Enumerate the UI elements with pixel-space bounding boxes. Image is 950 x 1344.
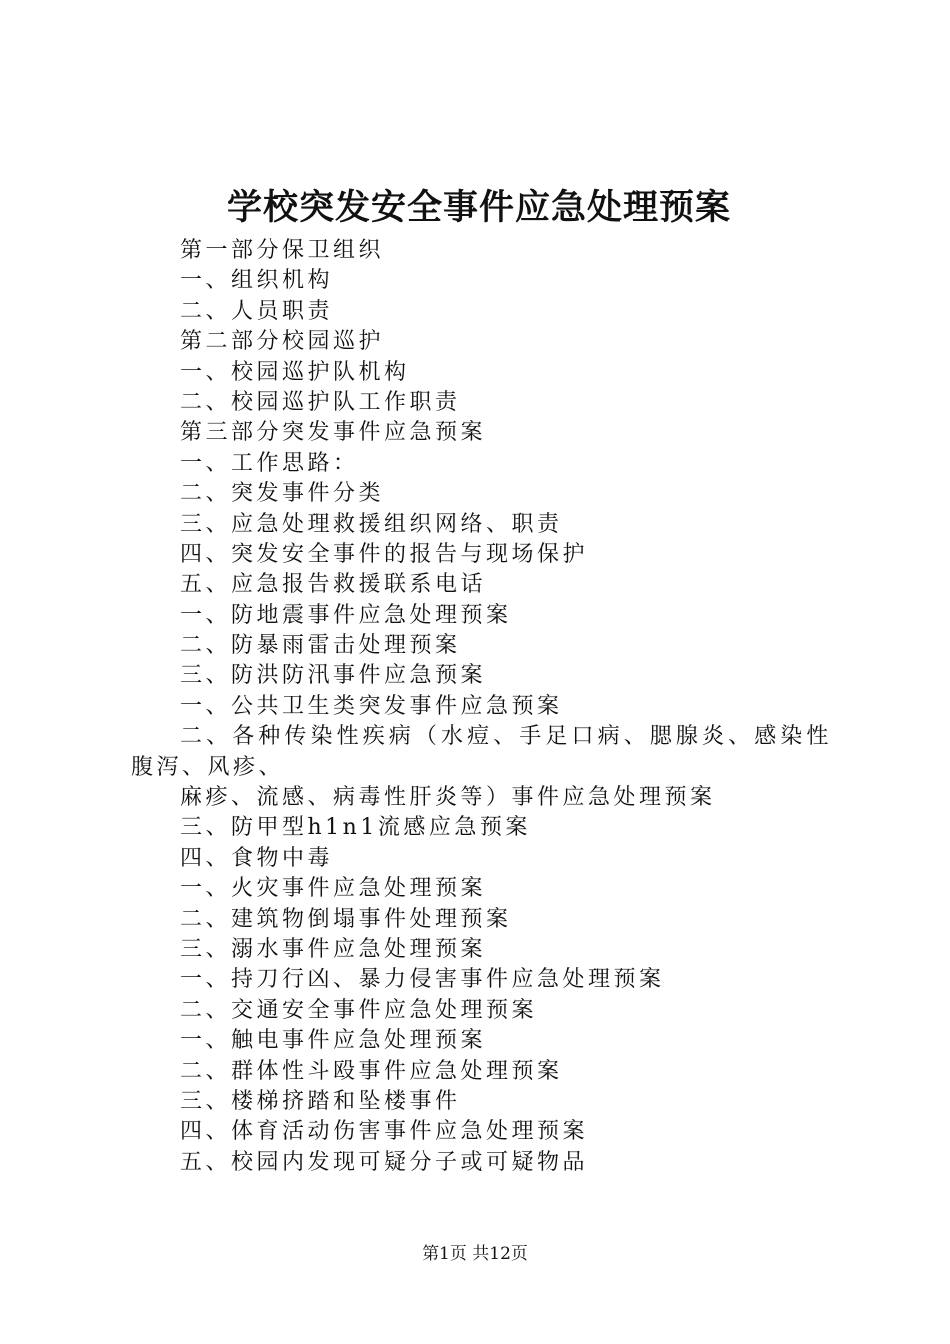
- toc-line: 五、校园内发现可疑分子或可疑物品: [180, 1149, 589, 1175]
- page-footer: 第1页 共12页: [422, 1244, 528, 1264]
- toc-line: 二、防暴雨雷击处理预案: [180, 633, 461, 659]
- toc-line: 四、突发安全事件的报告与现场保护: [180, 541, 589, 567]
- toc-line: 三、楼梯挤踏和坠楼事件: [180, 1088, 461, 1114]
- toc-line: 三、防洪防汛事件应急预案: [180, 663, 487, 689]
- toc-line: 一、持刀行凶、暴力侵害事件应急处理预案: [180, 967, 665, 993]
- toc-line: 二、群体性斗殴事件应急处理预案: [180, 1058, 563, 1084]
- toc-line: 一、公共卫生类突发事件应急预案: [180, 693, 563, 719]
- toc-line: 二、交通安全事件应急处理预案: [180, 997, 538, 1023]
- toc-line: 二、人员职责: [180, 298, 334, 324]
- toc-line: 三、溺水事件应急处理预案: [180, 936, 487, 962]
- toc-line: 一、火灾事件应急处理预案: [180, 876, 487, 902]
- toc-line: 二、各种传染性疾病（水痘、手足口病、腮腺炎、感染性: [180, 724, 833, 750]
- toc-line: 三、防甲型h1n1流感应急预案: [180, 815, 531, 841]
- toc-line-continuation: 腹泻、风疹、: [131, 754, 285, 780]
- toc-line: 四、体育活动伤害事件应急处理预案: [180, 1119, 589, 1145]
- toc-line: 一、防地震事件应急处理预案: [180, 602, 512, 628]
- toc-line: 二、校园巡护队工作职责: [180, 389, 461, 415]
- table-of-contents: [0, 236, 950, 1178]
- toc-line: 三、应急处理救援组织网络、职责: [180, 511, 563, 537]
- toc-line: 一、校园巡护队机构: [180, 359, 410, 385]
- toc-line: 一、触电事件应急处理预案: [180, 1028, 487, 1054]
- document-title: 学校突发安全事件应急处理预案: [226, 187, 731, 228]
- toc-line: 四、食物中毒: [180, 845, 334, 871]
- toc-line: 麻疹、流感、病毒性肝炎等）事件应急处理预案: [180, 785, 716, 811]
- toc-line: 第三部分突发事件应急预案: [180, 420, 487, 446]
- toc-line: 五、应急报告救援联系电话: [180, 572, 487, 598]
- toc-line: 第二部分校园巡护: [180, 329, 385, 355]
- toc-line: 二、建筑物倒塌事件处理预案: [180, 906, 512, 932]
- toc-line: 二、突发事件分类: [180, 481, 385, 507]
- toc-line: 第一部分保卫组织: [180, 238, 385, 263]
- toc-line: 一、工作思路：: [180, 450, 359, 476]
- toc-line: 一、组织机构: [180, 268, 334, 294]
